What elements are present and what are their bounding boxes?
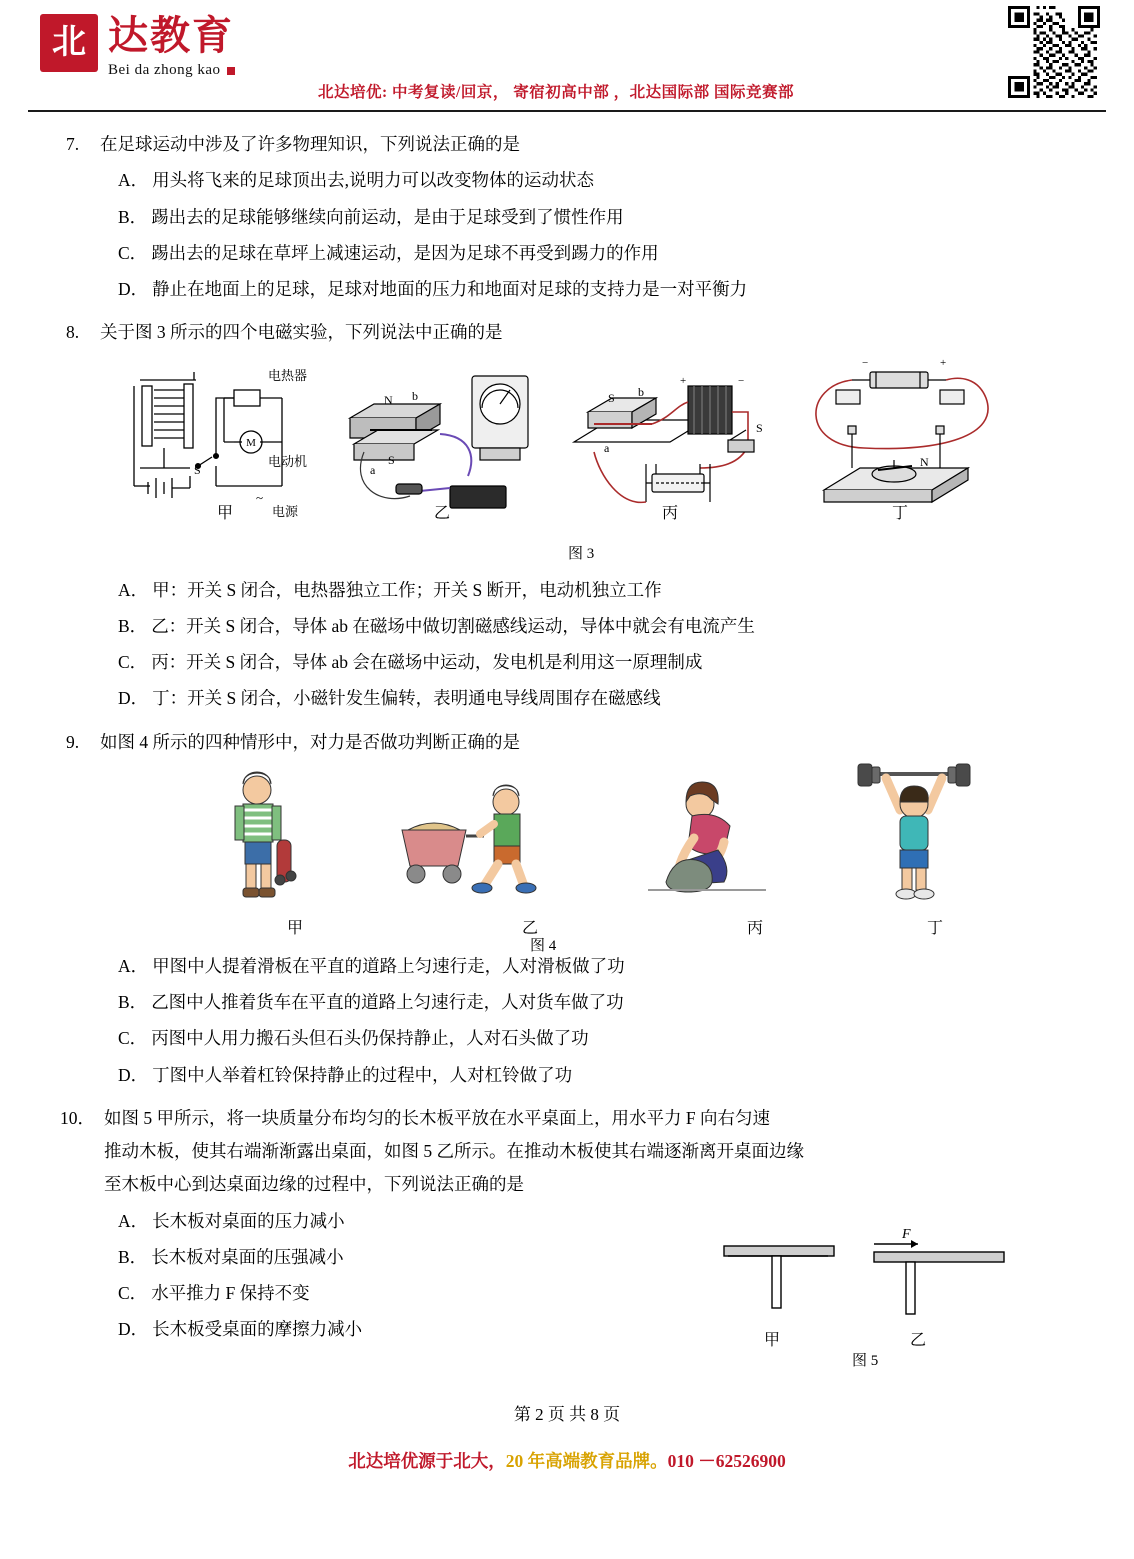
figure-4-label-ding: 丁 xyxy=(926,920,943,938)
option-label: B． xyxy=(118,206,148,227)
figure-4-panel-jia xyxy=(205,768,325,919)
option-text: 丁：开关 S 闭合，小磁针发生偏转，表明通电导线周围存在磁感线 xyxy=(152,688,661,709)
svg-text:b: b xyxy=(638,384,644,399)
footer-promo-prefix: 北达培优源于北大， xyxy=(348,1451,506,1471)
question-8-option-d xyxy=(60,682,1074,715)
option-label: C． xyxy=(118,1283,148,1303)
logo-chinese-name: 达教育 xyxy=(108,13,234,58)
logo-text xyxy=(108,14,235,79)
exam-content xyxy=(0,112,1134,1347)
figure-4-caption: 图 4 xyxy=(530,938,557,955)
question-10-option-a xyxy=(60,1205,490,1238)
page-number: 第 2 页 共 8 页 xyxy=(513,1405,621,1424)
svg-text:电源: 电源 xyxy=(272,503,299,519)
question-10-option-d xyxy=(60,1313,490,1346)
question-9 xyxy=(60,726,1074,1092)
svg-text:N: N xyxy=(384,392,393,407)
figure-5-label-yi: 乙 xyxy=(910,1332,927,1349)
option-text: 丁图中人举着杠铃保持静止的过程中，人对杠铃做了功 xyxy=(152,1064,573,1085)
figure-3-caption: 图 3 xyxy=(568,546,595,562)
footer-promo-phone: 010 －62526900 xyxy=(667,1451,786,1471)
option-text: 长木板对桌面的压强减小 xyxy=(151,1246,344,1267)
figure-3-label-bing: 丙 xyxy=(661,505,678,523)
option-text: 丙图中人用力搬石头但石头仍保持静止，人对石头做了功 xyxy=(151,1028,589,1049)
figure-4-panel-bing xyxy=(640,778,780,919)
option-text: 水平推力 F 保持不变 xyxy=(151,1283,310,1303)
brand-logo xyxy=(40,14,235,79)
svg-text:S: S xyxy=(756,420,763,435)
question-10-option-b xyxy=(60,1241,490,1274)
svg-text:−: − xyxy=(738,374,745,387)
question-8-option-c xyxy=(60,646,1074,679)
question-7 xyxy=(60,128,1074,306)
qr-code-svg xyxy=(1008,6,1100,98)
figure-5 xyxy=(714,1222,1044,1369)
option-text: 丙：开关 S 闭合，导体 ab 会在磁场中运动，发电机是利用这一原理制成 xyxy=(151,652,703,672)
red-square-icon xyxy=(227,67,235,75)
option-label: C． xyxy=(118,242,148,263)
question-7-stem xyxy=(60,128,1074,161)
figure-3-panel-ding xyxy=(790,356,1010,536)
option-label: B． xyxy=(118,992,148,1012)
option-text: 甲：开关 S 闭合，电热器独立工作；开关 S 断开，电动机独立工作 xyxy=(152,579,662,600)
figure-3 xyxy=(100,356,1034,571)
option-label: D． xyxy=(118,1319,149,1340)
figure-4-label-jia: 甲 xyxy=(286,920,303,938)
figure-3-label-ding: 丁 xyxy=(891,505,908,523)
option-label: B． xyxy=(118,1246,148,1267)
option-text: 甲图中人提着滑板在平直的道路上匀速行走，人对滑板做了功 xyxy=(152,955,625,976)
logo-pinyin-text: Bei da zhong kao xyxy=(108,62,221,78)
svg-text:M: M xyxy=(246,436,256,449)
question-7-option-a xyxy=(60,164,1074,197)
option-label: D． xyxy=(118,688,149,709)
option-label: D． xyxy=(118,279,149,299)
question-10-option-c xyxy=(60,1277,490,1310)
question-10-stem xyxy=(60,1102,1074,1135)
option-label: C． xyxy=(118,1028,148,1049)
figure-4-label-bing: 丙 xyxy=(746,920,763,938)
question-10-options xyxy=(60,1205,490,1347)
option-label: D． xyxy=(118,1064,149,1085)
question-9-option-a xyxy=(60,950,1074,983)
question-7-option-c xyxy=(60,237,1074,270)
figure-4-bing-svg xyxy=(640,778,780,908)
question-8-option-a xyxy=(60,574,1074,607)
option-text: 踢出去的足球能够继续向前运动，是由于足球受到了惯性作用 xyxy=(151,206,624,227)
option-text: 长木板对桌面的压力减小 xyxy=(152,1210,345,1231)
option-text: 乙图中人推着货车在平直的道路上匀速行走，人对货车做了功 xyxy=(151,992,624,1012)
figure-4-jia-svg xyxy=(205,768,325,908)
svg-text:S: S xyxy=(388,452,395,467)
question-8-option-b xyxy=(60,610,1074,643)
option-text: 乙：开关 S 闭合，导体 ab 在磁场中做切割磁感线运动，导体中就会有电流产生 xyxy=(151,615,755,636)
question-7-option-b xyxy=(60,201,1074,234)
svg-text:a: a xyxy=(370,462,376,477)
figure-3-label-yi: 乙 xyxy=(433,505,450,523)
question-8 xyxy=(60,316,1074,715)
question-10-text-line-3: 至木板中心到达桌面边缘的过程中，下列说法正确的是 xyxy=(104,1174,524,1195)
svg-text:b: b xyxy=(412,388,418,403)
svg-text:电热器: 电热器 xyxy=(268,367,308,383)
figure-3-label-jia: 甲 xyxy=(216,505,233,523)
figure-4-yi-svg xyxy=(390,778,550,908)
option-text: 用头将飞来的足球顶出去,说明力可以改变物体的运动状态 xyxy=(152,170,595,191)
option-text: 长木板受桌面的摩擦力减小 xyxy=(152,1319,363,1340)
question-10-text-line-1: 如图 5 甲所示，将一块质量分布均匀的长木板平放在水平桌面上，用水平力 F 向右匀速 xyxy=(104,1107,770,1128)
question-9-option-c xyxy=(60,1022,1074,1055)
svg-text:+: + xyxy=(940,356,947,369)
svg-text:+: + xyxy=(680,374,687,387)
option-label: A． xyxy=(118,955,149,976)
option-label: A． xyxy=(118,1210,149,1231)
question-9-number: 9. xyxy=(66,731,80,752)
svg-text:S: S xyxy=(194,462,201,477)
option-label: C． xyxy=(118,652,148,672)
option-text: 静止在地面上的足球，足球对地面的压力和地面对足球的支持力是一对平衡力 xyxy=(152,279,748,299)
question-7-option-d xyxy=(60,273,1074,306)
page-header xyxy=(28,0,1106,112)
figure-4-panel-ding xyxy=(850,758,980,919)
question-10-number: 10． xyxy=(60,1107,95,1128)
question-8-number: 8. xyxy=(66,322,80,343)
question-9-text: 如图 4 所示的四种情形中，对力是否做功判断正确的是 xyxy=(100,731,520,752)
option-text: 踢出去的足球在草坪上减速运动，是因为足球不再受到踢力的作用 xyxy=(151,242,659,263)
figure-5-caption: 图 5 xyxy=(852,1353,879,1369)
svg-text:N: N xyxy=(920,454,929,469)
figure-5-label-jia: 甲 xyxy=(764,1332,781,1349)
figure-4-label-yi: 乙 xyxy=(521,920,538,938)
qr-code-icon xyxy=(1008,6,1100,98)
question-9-option-d xyxy=(60,1059,1074,1092)
footer-promo-highlight: 20 年高端教育品牌。 xyxy=(505,1451,668,1471)
svg-text:电动机: 电动机 xyxy=(268,453,308,469)
figure-4 xyxy=(60,767,1074,955)
question-10-text-line-2: 推动木板，使其右端渐渐露出桌面，如图 5 乙所示。在推动木板使其右端逐渐离开桌面边缘 xyxy=(104,1141,804,1161)
figure-4-panel-yi xyxy=(390,778,550,919)
option-label: B． xyxy=(118,615,148,636)
question-7-text: 在足球运动中涉及了许多物理知识，下列说法正确的是 xyxy=(100,134,520,154)
option-label: A． xyxy=(118,579,149,600)
figure-4-ding-svg xyxy=(850,758,980,908)
figure-5-svg xyxy=(714,1222,1044,1332)
question-8-text: 关于图 3 所示的四个电磁实验，下列说法中正确的是 xyxy=(100,322,503,343)
figure-5-force-label: F xyxy=(902,1227,911,1242)
svg-text:S: S xyxy=(608,390,615,405)
figure-3-panel-bing xyxy=(560,356,780,536)
question-9-option-b xyxy=(60,986,1074,1019)
logo-pinyin xyxy=(108,62,235,79)
question-7-number: 7. xyxy=(66,134,80,154)
svg-text:a: a xyxy=(604,440,610,455)
question-9-stem xyxy=(60,726,1074,759)
svg-text:~: ~ xyxy=(256,489,264,505)
option-label: A． xyxy=(118,170,149,191)
figure-3-panel-yi xyxy=(340,356,550,536)
header-slogan: 北达培优: 中考复读/回京， 寄宿初高中部 ，北达国际部 国际竞赛部 xyxy=(318,84,794,101)
footer-promo xyxy=(0,1448,1134,1473)
figure-3-panel-jia xyxy=(120,356,330,536)
question-8-stem xyxy=(60,316,1074,349)
svg-text:−: − xyxy=(862,356,869,369)
logo-stamp-icon: 北 xyxy=(40,14,98,72)
